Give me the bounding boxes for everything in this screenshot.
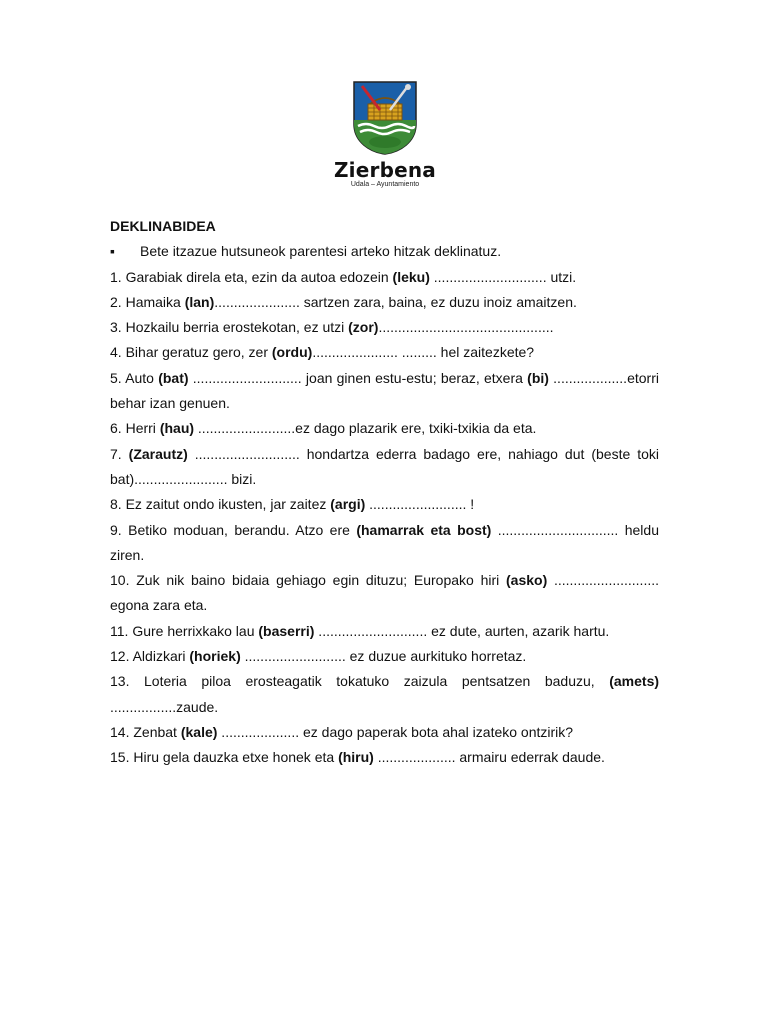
exercise-item: 6. Herri (hau) .........................ez dago plazarik ere, txiki-txikia da eta. [110, 420, 537, 437]
municipal-logo [330, 80, 440, 188]
exercise-word: (baserri) [258, 622, 315, 639]
exercise-word: (horiek) [189, 648, 241, 665]
exercise-item: 2. Hamaika (lan)...................... sartzen zara, baina, ez duzu inoiz amaitzen. [110, 293, 577, 310]
exercise-word: (leku) [392, 268, 430, 285]
exercise-item: 3. Hozkailu berria erostekotan, ez utzi (zor)............................................. [110, 319, 554, 336]
exercise-item: 14. Zenbat (kale) .................... ez dago paperak bota ahal izateko ontzirik? [110, 723, 574, 740]
exercise-word: (Zarautz) [128, 445, 188, 462]
exercise-item: 5. Auto (bat) ............................ joan ginen estu-estu; beraz, etxera (bi) ...................etorri behar izan genuen. [110, 369, 659, 412]
exercise-item: 10. Zuk nik baino bidaia gehiago egin dituzu; Europako hiri (asko) ........................... egona zara eta. [110, 572, 660, 614]
bullet-icon: ▪ [110, 243, 115, 260]
exercise-word: (hiru) [338, 749, 374, 766]
exercise-word: (bi) [527, 369, 549, 386]
exercise-word: (lan) [184, 293, 215, 310]
exercise-item: 12. Aldizkari (horiek) .......................... ez duzue aurkituko horretaz. [110, 648, 527, 665]
exercise-word: (amets) [609, 673, 660, 690]
exercise-sheet [110, 214, 659, 771]
instruction-line [110, 239, 659, 264]
exercise-item: 15. Hiru gela dauzka etxe honek eta (hiru) .................... armairu ederrak daude. [110, 749, 605, 766]
exercise-word: (bat) [158, 369, 189, 386]
exercise-item: 9. Betiko moduan, berandu. Atzo ere (hamarrak eta bost) ............................... heldu ziren. [110, 521, 659, 563]
instruction-text: Bete itzazue hutsuneok parentesi arteko hitzak deklinatuz. [140, 243, 502, 260]
logo-subtitle: Udala – Ayuntamiento [350, 181, 420, 188]
exercise-word: (argi) [330, 496, 366, 513]
page-title: DEKLINABIDEA [110, 218, 216, 234]
coat-of-arms-icon [352, 80, 418, 156]
exercise-item: 4. Bihar geratuz gero, zer (ordu)...................... ......... hel zaitezkete? [110, 344, 535, 361]
exercise-word: (hau) [159, 420, 195, 437]
exercise-word: (hamarrak eta bost) [356, 521, 492, 538]
exercise-item: 1. Garabiak direla eta, ezin da autoa edozein (leku) ............................. utzi. [110, 268, 577, 285]
exercise-word: (ordu) [271, 344, 313, 361]
exercise-item: 11. Gure herrixkako lau (baserri) ............................ ez dute, aurten, azarik hartu. [110, 622, 610, 639]
logo-name: Zierbena [333, 158, 436, 182]
exercise-word: (asko) [506, 572, 548, 589]
exercise-word: (kale) [180, 723, 218, 740]
exercise-word: (zor) [348, 319, 379, 336]
exercise-item: 7. (Zarautz) ........................... hondartza ederra badago ere, nahiago dut (beste toki bat)........................ bizi. [110, 445, 660, 487]
exercise-item: 8. Ez zaitut ondo ikusten, jar zaitez (argi) ......................... ! [110, 496, 475, 513]
exercise-item: 13. Loteria piloa erosteagatik tokatuko zaizula pentsatzen baduzu, (amets) .................zaude. [110, 673, 660, 715]
